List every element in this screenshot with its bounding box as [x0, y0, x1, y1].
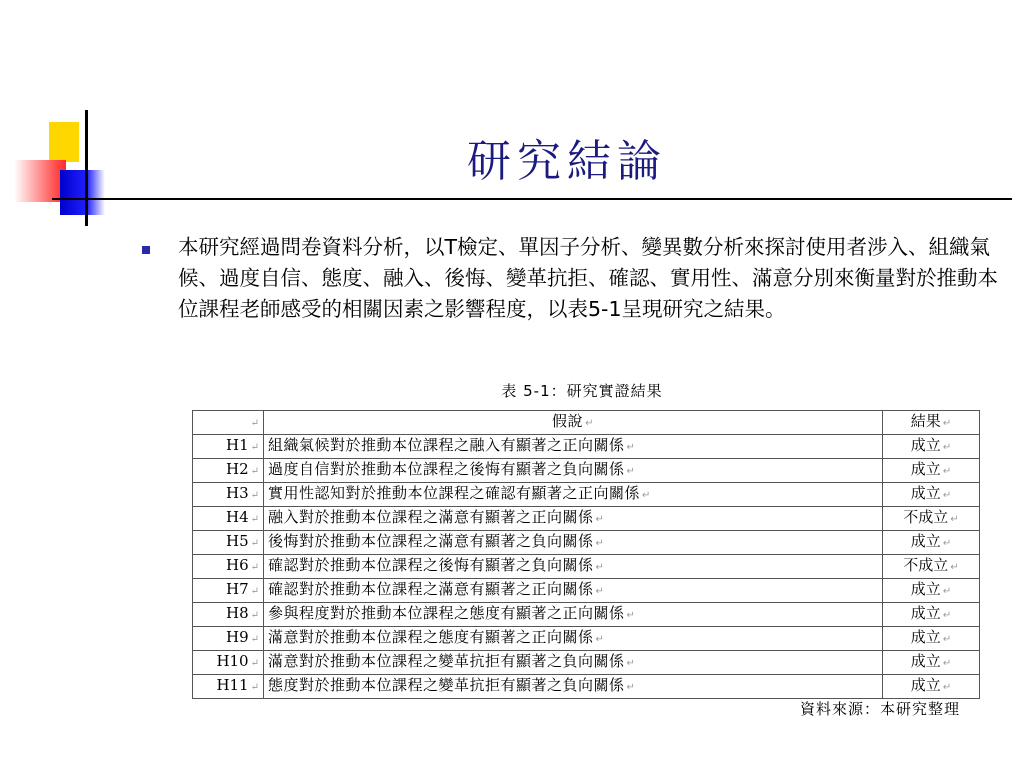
row-result: 不成立 ↵: [883, 555, 980, 579]
table-row: [193, 627, 980, 651]
table-row: [193, 459, 980, 483]
header-hypothesis: 假說 ↵: [264, 411, 883, 435]
row-hypothesis: 態度對於推動本位課程之變革抗拒有顯著之負向關係 ↵: [264, 675, 883, 699]
table-row: [193, 675, 980, 699]
results-table: [192, 410, 980, 699]
row-hypothesis: 確認對於推動本位課程之滿意有顯著之正向關係 ↵: [264, 579, 883, 603]
row-id: H8 ↵: [193, 603, 264, 627]
row-id: H2 ↵: [193, 459, 264, 483]
row-id: H10 ↵: [193, 651, 264, 675]
row-hypothesis: 過度自信對於推動本位課程之後悔有顯著之負向關係 ↵: [264, 459, 883, 483]
slide-title: 研究結論: [467, 136, 667, 187]
row-id: H9 ↵: [193, 627, 264, 651]
header-result: 結果 ↵: [883, 411, 980, 435]
row-hypothesis: 確認對於推動本位課程之後悔有顯著之負向關係 ↵: [264, 555, 883, 579]
row-hypothesis: 實用性認知對於推動本位課程之確認有顯著之正向關係 ↵: [264, 483, 883, 507]
row-result: 成立 ↵: [883, 603, 980, 627]
table-row: [193, 531, 980, 555]
row-hypothesis: 融入對於推動本位課程之滿意有顯著之正向關係 ↵: [264, 507, 883, 531]
table-row: [193, 507, 980, 531]
row-id: H4 ↵: [193, 507, 264, 531]
row-id: H7 ↵: [193, 579, 264, 603]
table-row: [193, 435, 980, 459]
table-body: [193, 435, 980, 699]
bullet-square-icon: [142, 246, 150, 254]
header-id: ↵: [193, 411, 264, 435]
table-row: [193, 603, 980, 627]
table-caption: 表 5-1：研究實證結果: [501, 382, 663, 400]
row-result: 成立 ↵: [883, 579, 980, 603]
row-hypothesis: 後悔對於推動本位課程之滿意有顯著之負向關係 ↵: [264, 531, 883, 555]
row-result: 成立 ↵: [883, 531, 980, 555]
table-source-note: 資料來源：本研究整理: [799, 700, 960, 718]
row-result: 成立 ↵: [883, 627, 980, 651]
row-result: 不成立 ↵: [883, 507, 980, 531]
table-row: [193, 555, 980, 579]
row-id: H3 ↵: [193, 483, 264, 507]
table-row: [193, 483, 980, 507]
table-row: [193, 651, 980, 675]
row-result: 成立 ↵: [883, 483, 980, 507]
row-hypothesis: 滿意對於推動本位課程之變革抗拒有顯著之負向關係 ↵: [264, 651, 883, 675]
row-id: H11 ↵: [193, 675, 264, 699]
row-result: 成立 ↵: [883, 435, 980, 459]
row-hypothesis: 組織氣候對於推動本位課程之融入有顯著之正向關係 ↵: [264, 435, 883, 459]
title-underline: [52, 198, 1012, 200]
row-result: 成立 ↵: [883, 675, 980, 699]
slide-body-text: 本研究經過問卷資料分析，以T檢定、單因子分析、變異數分析來探討使用者涉入、組織氣候、過度自信、態度、融入、後悔、變革抗拒、確認、實用性、滿意分別來衡量對於推動本位課程老師感受的相關因素之影響程度，以表5-1呈現研究之結果。: [178, 235, 998, 321]
table-row: [193, 579, 980, 603]
row-hypothesis: 參與程度對於推動本位課程之態度有顯著之正向關係 ↵: [264, 603, 883, 627]
row-id: H1 ↵: [193, 435, 264, 459]
table-header-row: [193, 411, 980, 435]
row-result: 成立 ↵: [883, 651, 980, 675]
row-hypothesis: 滿意對於推動本位課程之態度有顯著之正向關係 ↵: [264, 627, 883, 651]
row-result: 成立 ↵: [883, 459, 980, 483]
row-id: H5 ↵: [193, 531, 264, 555]
row-id: H6 ↵: [193, 555, 264, 579]
